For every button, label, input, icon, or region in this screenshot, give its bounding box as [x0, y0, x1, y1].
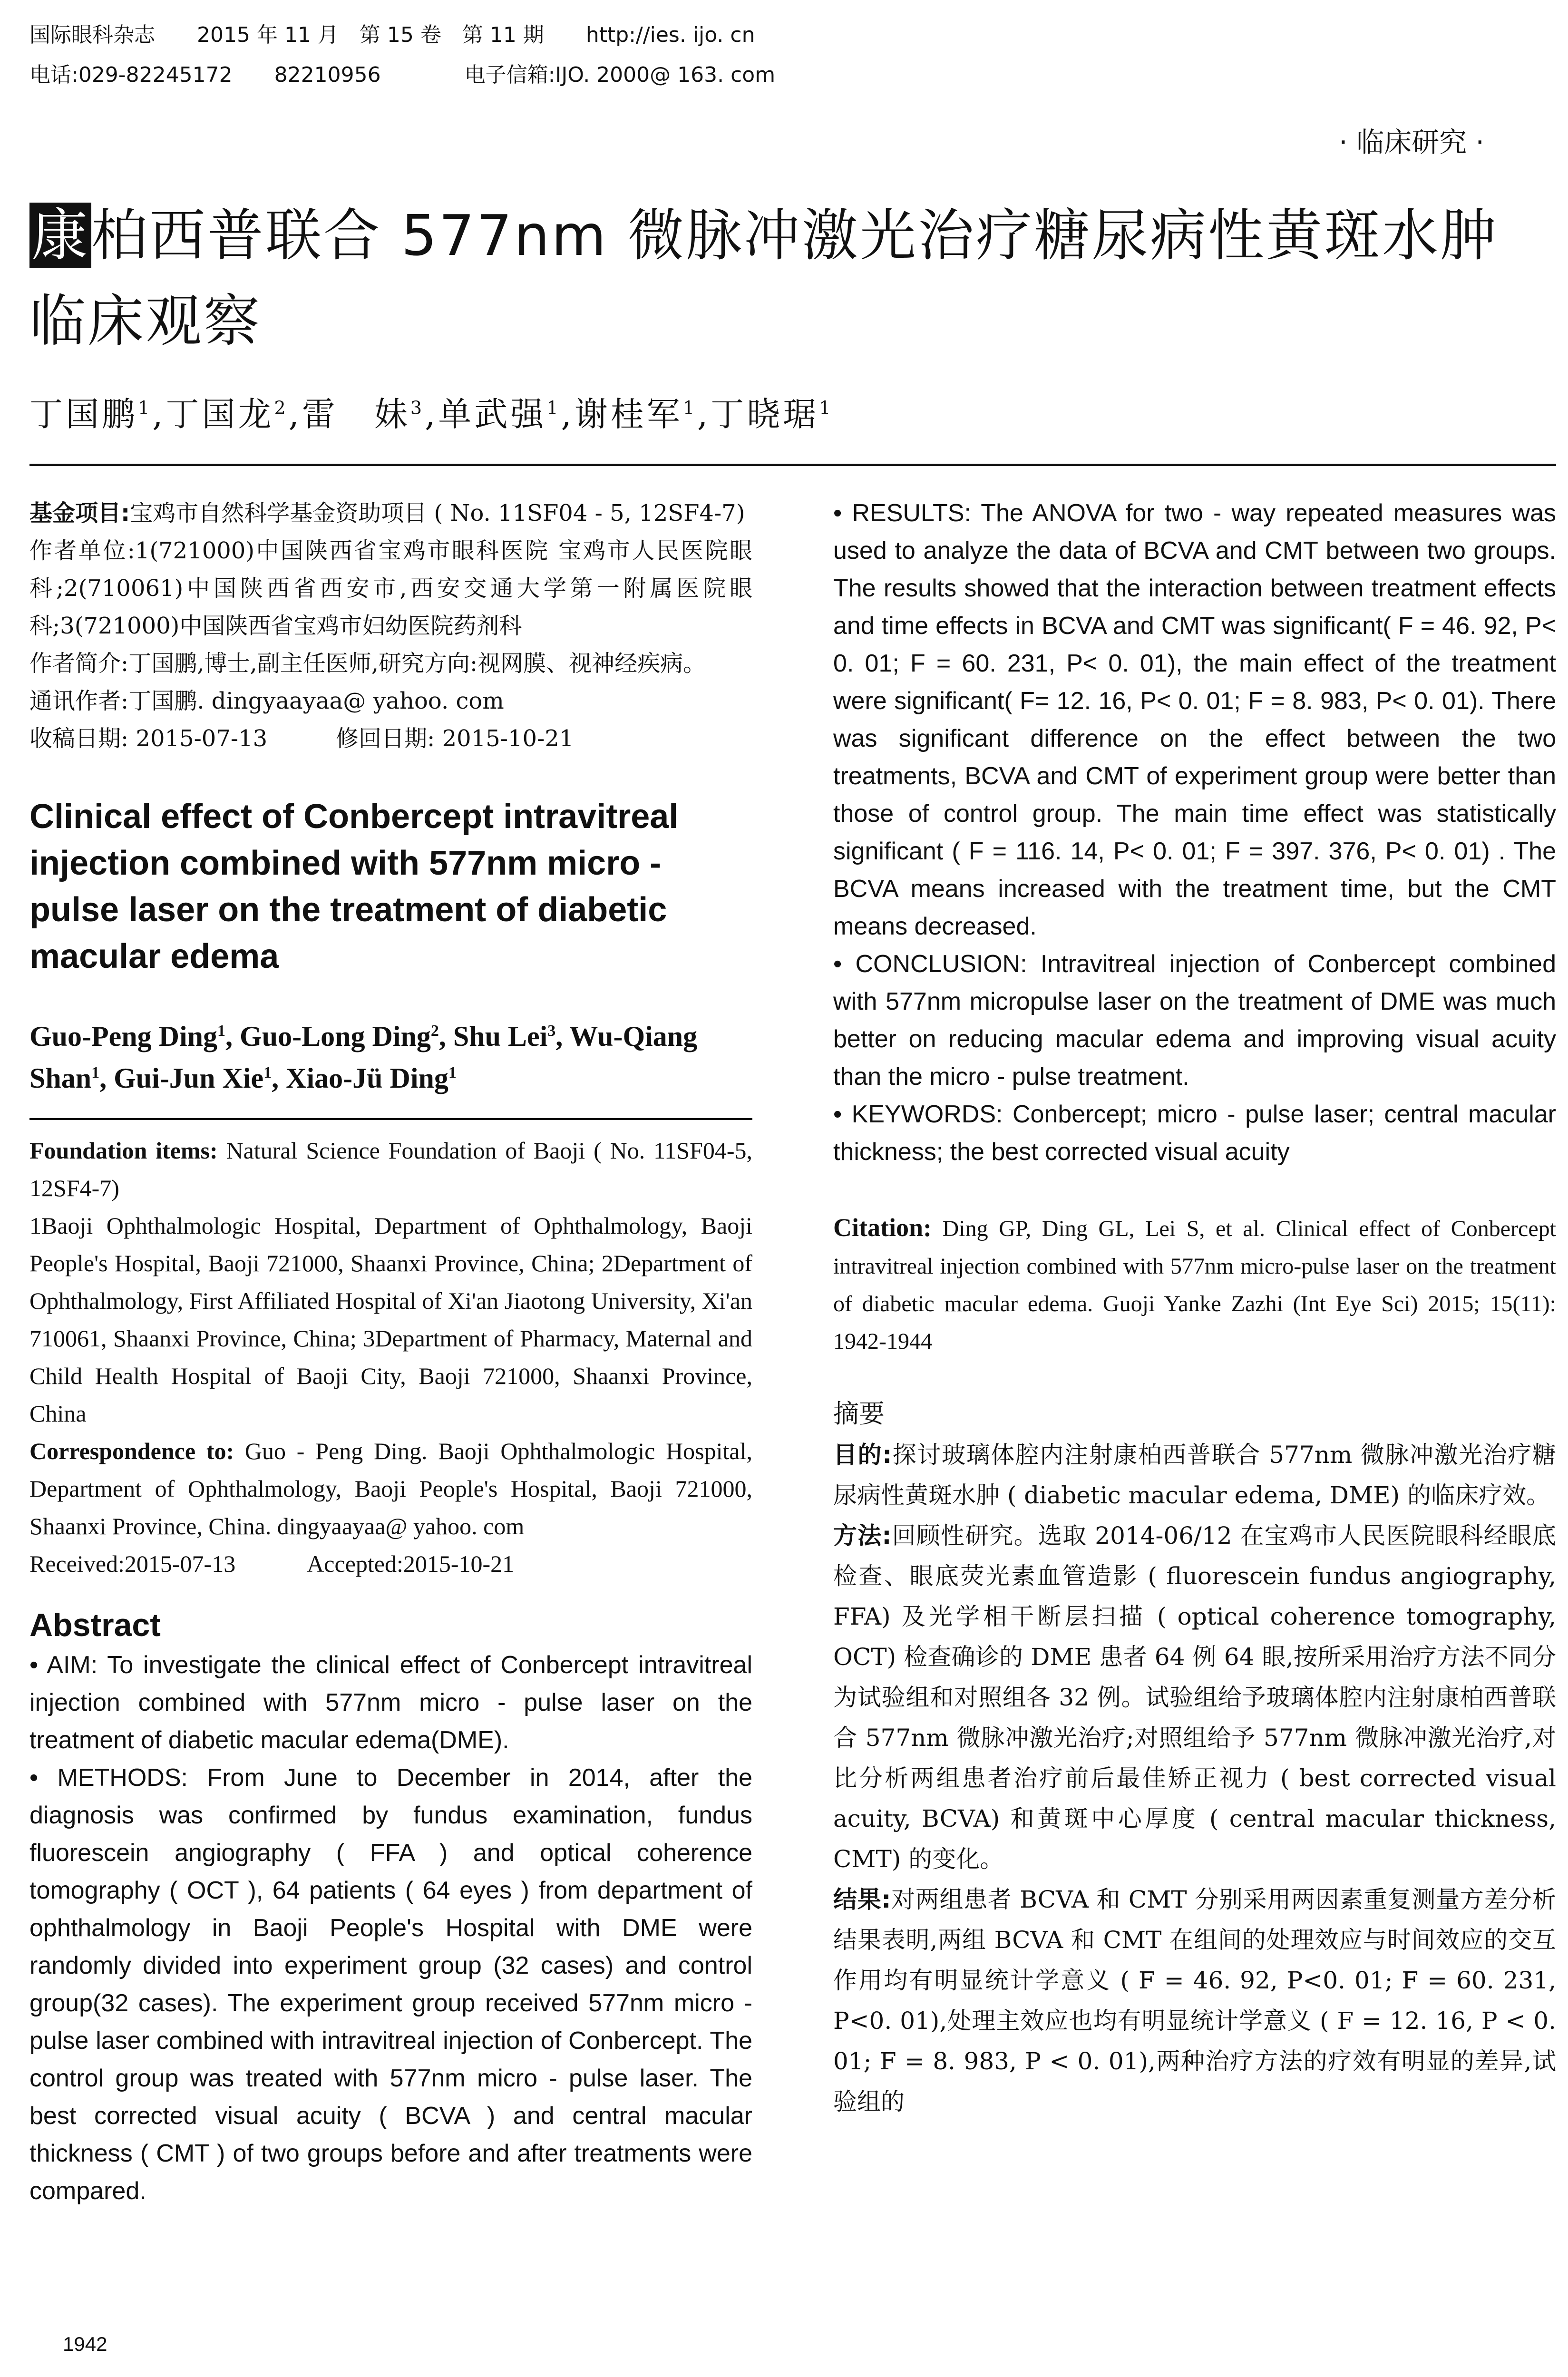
abstract-methods: • METHODS: From June to December in 2014, after the diagnosis was confirmed by fundus examination, fundus fluorescein angiography ( FFA ) and optical coherence tomography ( OCT ), 64 patients ( 64 eyes ) from department of ophthalmology in Baoji People's Hospital with DME were randomly divided into experiment group (32 cases) and control group(32 cases). The experiment group received 577nm micro - pulse laser combined with intravitreal injection of Conbercept. The control group was treated with 577nm micro - pulse laser. The best corrected visual acuity ( BCVA ) and central macular thickness ( CMT ) of two groups before and after treatments were compared.: [29, 1764, 752, 2205]
cn-methods-label: 方法:: [833, 1522, 892, 1549]
abstract-keywords: • KEYWORDS: Conbercept; micro - pulse laser; central macular thickness; the best corrected visual acuity: [833, 1101, 1556, 1166]
author-en: Xiao-Jü Ding: [286, 1062, 448, 1094]
cn-bio-label: 作者简介:: [29, 650, 129, 677]
title-line1: 柏西普联合 577nm 微脉冲激光治疗糖尿病性黄斑水肿: [91, 203, 1498, 268]
right-column: [833, 495, 1556, 2122]
cn-bio-text: 丁国鹏,博士,副主任医师,研究方向:视网膜、视神经疾病。: [128, 650, 706, 677]
author-cn-sup: 2: [274, 397, 289, 419]
author-cn-sup: 1: [682, 397, 697, 419]
abstract-aim: • AIM: To investigate the clinical effect of Conbercept intravitreal injection combined with 577nm micro - pulse laser on the treatment of diabetic macular edema(DME).: [29, 1651, 752, 1754]
author-en-sup: 1: [263, 1064, 272, 1081]
cn-abstract-heading: 摘要: [833, 1399, 885, 1429]
cn-corr-label: 通讯作者:: [29, 688, 129, 714]
en-foundation-text: Natural Science Foundation of Baoji ( No. 11SF04-5, 12SF4-7): [29, 1137, 752, 1201]
cn-front-matter: [29, 495, 752, 758]
author-cn: 雷 妹: [302, 395, 410, 434]
authors-en: Guo-Peng Ding$^1$, Guo-Long Ding$^2$, Shu Lei$^3$, Wu-Qiang Shan$^1$, Gui-Jun Xie$^1$, Xiao-Jü Ding$^1$: [29, 1021, 698, 1094]
author-en-sup: 1: [448, 1064, 457, 1081]
author-cn: 丁国龙: [166, 395, 274, 434]
author-cn-sup: 1: [546, 397, 561, 419]
en-front-matter: [29, 1132, 752, 1583]
abstract-heading: Abstract: [29, 1607, 161, 1643]
en-dates: Received:2015-07-13 Accepted:2015-10-21: [29, 1550, 515, 1577]
left-column: [29, 495, 752, 2210]
en-corr-text: Guo - Peng Ding. Baoji Ophthalmologic Hospital, Department of Ophthalmology, Baoji People's Hospital, Baoji 721000, Shaanxi Province, China. dingyaayaa@ yahoo. com: [29, 1438, 753, 1539]
cn-aim-label: 目的:: [833, 1441, 892, 1469]
journal-header-line1: 国际眼科杂志 2015 年 11 月 第 15 卷 第 11 期 http://ies. ijo. cn: [29, 23, 755, 47]
title-line2: 临床观察: [29, 288, 262, 354]
author-en-sup: 2: [430, 1022, 439, 1040]
title-first-char: 康: [29, 203, 91, 268]
author-en: Gui-Jun Xie: [114, 1062, 264, 1094]
paper-title-en: Clinical effect of Conbercept intravitreal injection combined with 577nm micro - pulse laser on the treatment of diabetic macular edema: [29, 798, 679, 975]
author-en-sup: 1: [91, 1064, 100, 1081]
paper-title-cn: [29, 193, 1561, 364]
author-en-sup: 1: [217, 1022, 226, 1040]
author-en: Shu Lei: [453, 1021, 548, 1052]
author-en: Guo-Peng Ding: [29, 1021, 218, 1052]
abstract-body-right: [833, 495, 1556, 1171]
cn-dates: 收稿日期: 2015-07-13 修回日期: 2015-10-21: [29, 725, 574, 752]
en-corr-label: Correspondence to:: [29, 1438, 234, 1464]
journal-header-line2: 电话:029-82245172 82210956 电子信箱:IJO. 2000@ 163. com: [29, 63, 776, 87]
abstract-body-left: [29, 1646, 752, 2210]
author-cn-sup: 3: [410, 397, 425, 419]
en-affiliations: 1Baoji Ophthalmologic Hospital, Department of Ophthalmology, Baoji People's Hospital, Baoji 721000, Shaanxi Province, China; 2Department of Ophthalmology, First Affiliated Hospital of Xi'an Jiaotong University, Xi'an 710061, Shaanxi Province, China; 3Department of Pharmacy, Maternal and Child Health Hospital of Baoji City, Baoji 721000, Shaanxi Province, China: [29, 1212, 752, 1427]
author-cn: 谢桂军: [574, 395, 683, 434]
citation: [833, 1209, 1556, 1360]
author-cn-sup: 1: [138, 397, 153, 419]
cn-affil-label: 作者单位:: [29, 537, 135, 564]
abstract-results: • RESULTS: The ANOVA for two - way repeated measures was used to analyze the data of BCVA and CMT between two groups. The results showed that the interaction between treatment effects and time effects in BCVA and CMT was significant( F = 46. 92, P< 0. 01; F = 60. 231, P< 0. 01), the main effect of the treatment were significant( F= 12. 16, P< 0. 01; F = 8. 983, P< 0. 01). There was significant difference on the effect between the two treatments, BCVA and CMT of experiment group were better than those of control group. The main time effect was statistically significant ( F = 116. 14, P< 0. 01; F = 397. 376, P< 0. 01) . The BCVA means increased with the treatment time, but the CMT means decreased.: [833, 499, 1556, 940]
author-en: Wu-Qiang Shan: [29, 1021, 698, 1094]
cn-abstract-body: [833, 1435, 1556, 2122]
page-number: 1942: [63, 2333, 107, 2355]
author-cn: 丁国鹏: [29, 395, 138, 434]
cn-corr-text: 丁国鹏. dingyaayaa@ yahoo. com: [128, 688, 504, 714]
cn-results-label: 结果:: [833, 1886, 891, 1913]
cn-affil-text: 1(721000)中国陕西省宝鸡市眼科医院 宝鸡市人民医院眼科;2(710061)中国陕西省西安市,西安交通大学第一附属医院眼科;3(721000)中国陕西省宝鸡市妇幼医院药剂科: [29, 537, 752, 639]
author-cn-sup: 1: [819, 397, 834, 419]
author-cn: 单武强: [438, 395, 547, 434]
author-en-sup: 3: [547, 1022, 556, 1040]
abstract-conclusion: • CONCLUSION: Intravitreal injection of Conbercept combined with 577nm micropulse laser on the treatment of DME was much better on reducing macular edema and improving visual acuity than the micro - pulse treatment.: [833, 950, 1556, 1091]
cn-results-text: 对两组患者 BCVA 和 CMT 分别采用两因素重复测量方差分析结果表明,两组 BCVA 和 CMT 在组间的处理效应与时间效应的交互作用均有明显统计学意义 ( F = 46. 92, P<0. 01; F = 60. 231, P<0. 01),处理主效应也均有明显统计学意义 ( F = 12. 16, P < 0. 01; F = 8. 983, P < 0. 01),两种治疗方法的疗效有明显的差异,试验组的: [833, 1886, 1556, 2115]
en-authors-divider: [29, 1118, 752, 1120]
citation-label: Citation:: [833, 1213, 932, 1242]
cn-aim-text: 探讨玻璃体腔内注射康柏西普联合 577nm 微脉冲激光治疗糖尿病性黄斑水肿 ( diabetic macular edema, DME) 的临床疗效。: [833, 1441, 1556, 1509]
author-cn: 丁晓琚: [711, 395, 819, 434]
author-en: Guo-Long Ding: [240, 1021, 431, 1052]
authors-cn: 丁国鹏$^1$,丁国龙$^2$,雷 妹$^3$,单武强$^1$,谢桂军$^1$,丁晓琚$^1$: [29, 395, 834, 434]
en-foundation-label: Foundation items:: [29, 1137, 218, 1164]
cn-methods-text: 回顾性研究。选取 2014-06/12 在宝鸡市人民医院眼科经眼底检查、眼底荧光素血管造影 ( fluorescein fundus angiography, FFA) 及光学相干断层扫描 ( optical coherence tomography, OCT) 检查确诊的 DME 患者 64 例 64 眼,按所采用治疗方法不同分为试验组和对照组各 32 例。试验组给予玻璃体腔内注射康柏西普联合 577nm 微脉冲激光治疗;对照组给予 577nm 微脉冲激光治疗,对比分析两组患者治疗前后最佳矫正视力 ( best corrected visual acuity, BCVA) 和黄斑中心厚度 ( central macular thickness, CMT) 的变化。: [833, 1522, 1556, 1873]
cn-foundation-text: 宝鸡市自然科学基金资助项目 ( No. 11SF04 - 5, 12SF4-7): [130, 500, 745, 526]
title-divider: [29, 464, 1556, 466]
cn-foundation-label: 基金项目:: [29, 500, 130, 526]
section-label: · 临床研究 ·: [1339, 126, 1484, 158]
citation-text: Ding GP, Ding GL, Lei S, et al. Clinical effect of Conbercept intravitreal injection combined with 577nm micro-pulse laser on the treatment of diabetic macular edema. Guoji Yanke Zazhi (Int Eye Sci) 2015; 15(11): 1942-1944: [833, 1216, 1556, 1354]
